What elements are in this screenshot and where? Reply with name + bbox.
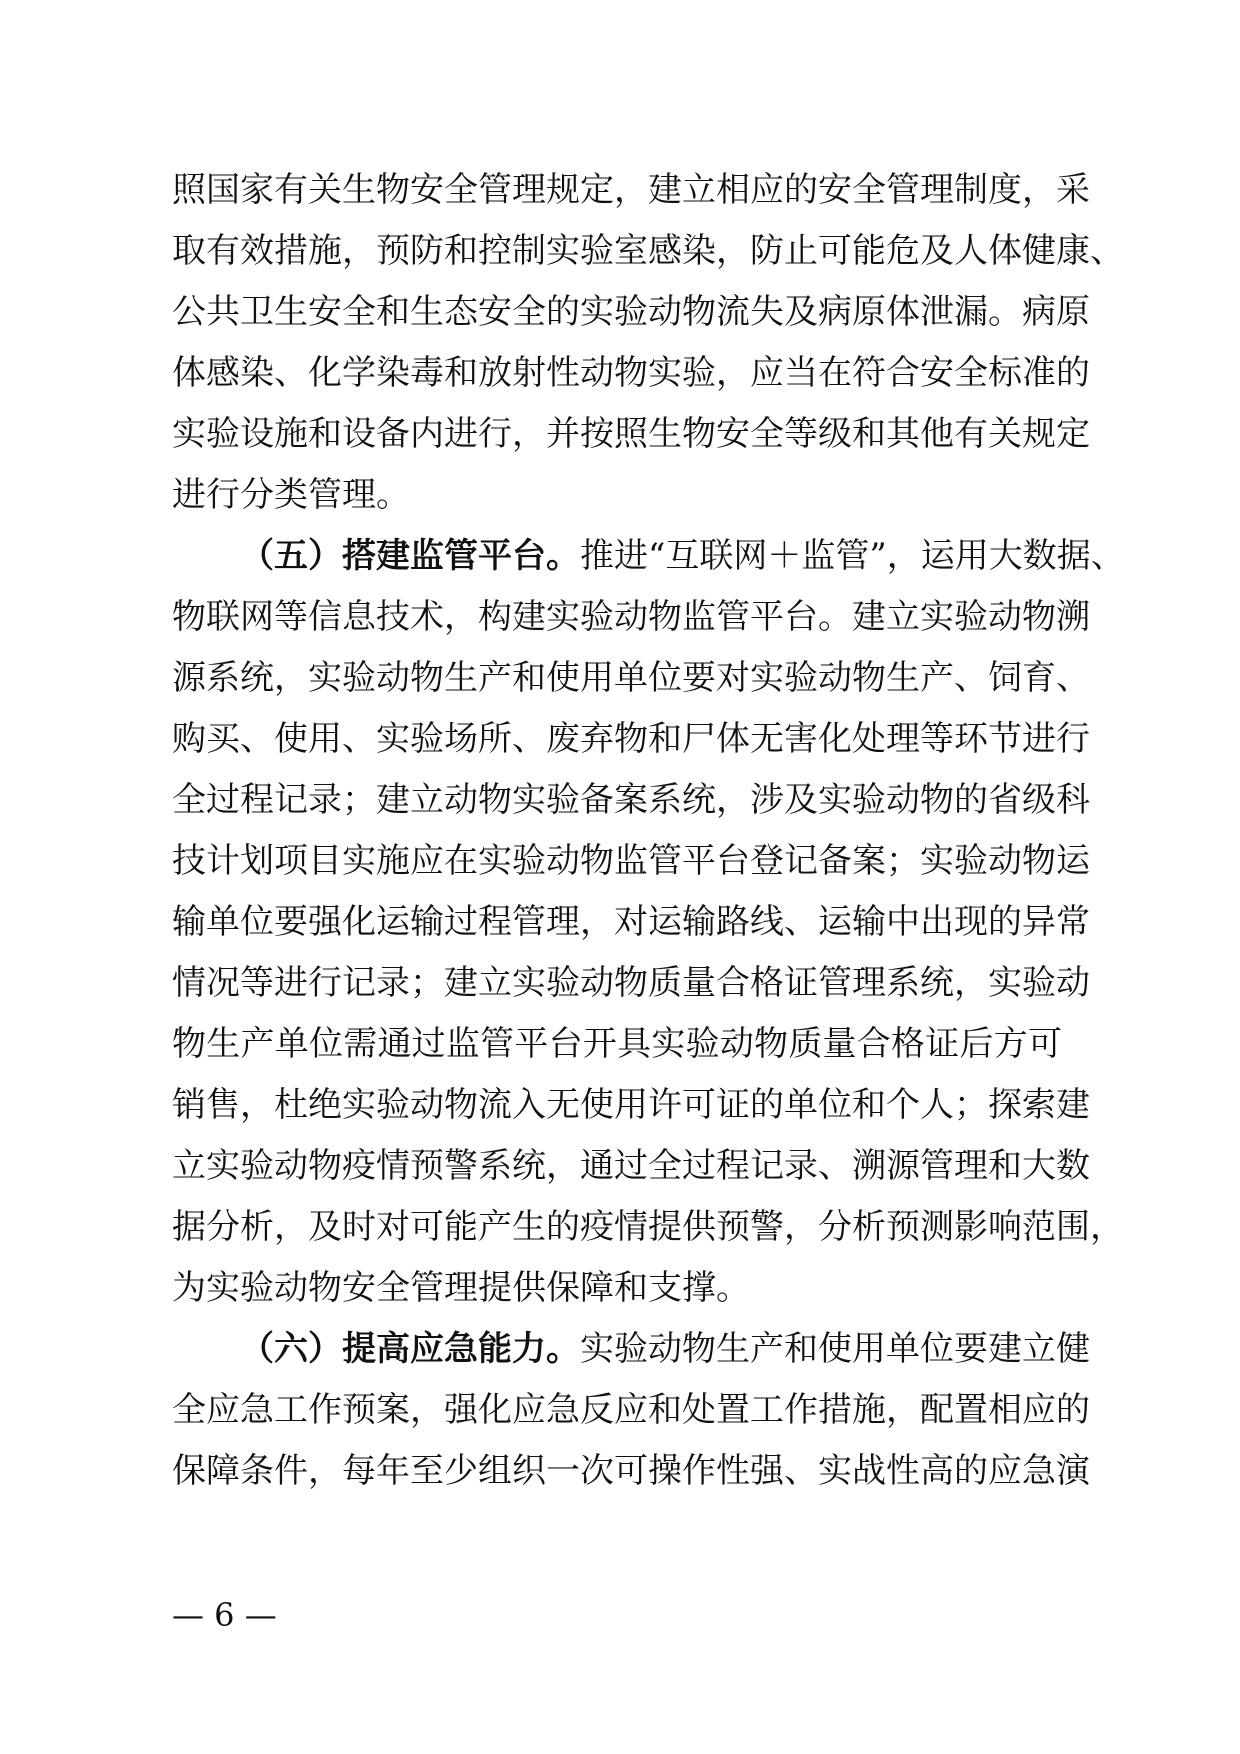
body-line: 全应急工作预案，强化应急反应和处置工作措施，配置相应的 bbox=[172, 1390, 1090, 1430]
body-line: 据分析，及时对可能产生的疫情提供预警，分析预测影响范围， bbox=[172, 1207, 1124, 1247]
body-line: 照国家有关生物安全管理规定，建立相应的安全管理制度，采 bbox=[172, 170, 1090, 210]
body-line: 源系统，实验动物生产和使用单位要对实验动物生产、饲育、 bbox=[172, 658, 1090, 698]
section-6-heading: （六）提高应急能力。 bbox=[240, 1329, 580, 1369]
body-line: 进行分类管理。 bbox=[172, 475, 410, 515]
body-line: 技计划项目实施应在实验动物监管平台登记备案；实验动物运 bbox=[172, 841, 1090, 881]
body-line: 立实验动物疫情预警系统，通过全过程记录、溯源管理和大数 bbox=[172, 1146, 1090, 1186]
body-line: 全过程记录；建立动物实验备案系统，涉及实验动物的省级科 bbox=[172, 780, 1090, 820]
body-line: 体感染、化学染毒和放射性动物实验，应当在符合安全标准的 bbox=[172, 353, 1090, 393]
body-line: 保障条件，每年至少组织一次可操作性强、实战性高的应急演 bbox=[172, 1451, 1090, 1491]
section-5-heading: （五）搭建监管平台。 bbox=[240, 536, 580, 576]
body-line: 取有效措施，预防和控制实验室感染，防止可能危及人体健康、 bbox=[172, 231, 1124, 271]
body-line: 销售，杜绝实验动物流入无使用许可证的单位和个人；探索建 bbox=[172, 1085, 1090, 1125]
page-number: — 6 — bbox=[172, 1596, 277, 1634]
body-line: 物生产单位需通过监管平台开具实验动物质量合格证后方可 bbox=[172, 1024, 1062, 1064]
body-line: 物联网等信息技术，构建实验动物监管平台。建立实验动物溯 bbox=[172, 597, 1090, 637]
body-line: 为实验动物安全管理提供保障和支撑。 bbox=[172, 1268, 750, 1308]
body-line: 实验设施和设备内进行，并按照生物安全等级和其他有关规定 bbox=[172, 414, 1090, 454]
section-5-first-line bbox=[240, 526, 1125, 586]
body-line: 购买、使用、实验场所、废弃物和尸体无害化处理等环节进行 bbox=[172, 719, 1090, 759]
section-5-first-line-text: 推进“互联网＋监管”，运用大数据、 bbox=[580, 536, 1125, 576]
body-line: 情况等进行记录；建立实验动物质量合格证管理系统，实验动 bbox=[172, 963, 1090, 1003]
section-6-first-line bbox=[240, 1319, 1090, 1379]
body-line: 公共卫生安全和生态安全的实验动物流失及病原体泄漏。病原 bbox=[172, 292, 1090, 332]
section-6-first-line-text: 实验动物生产和使用单位要建立健 bbox=[580, 1329, 1090, 1369]
body-line: 输单位要强化运输过程管理，对运输路线、运输中出现的异常 bbox=[172, 902, 1090, 942]
